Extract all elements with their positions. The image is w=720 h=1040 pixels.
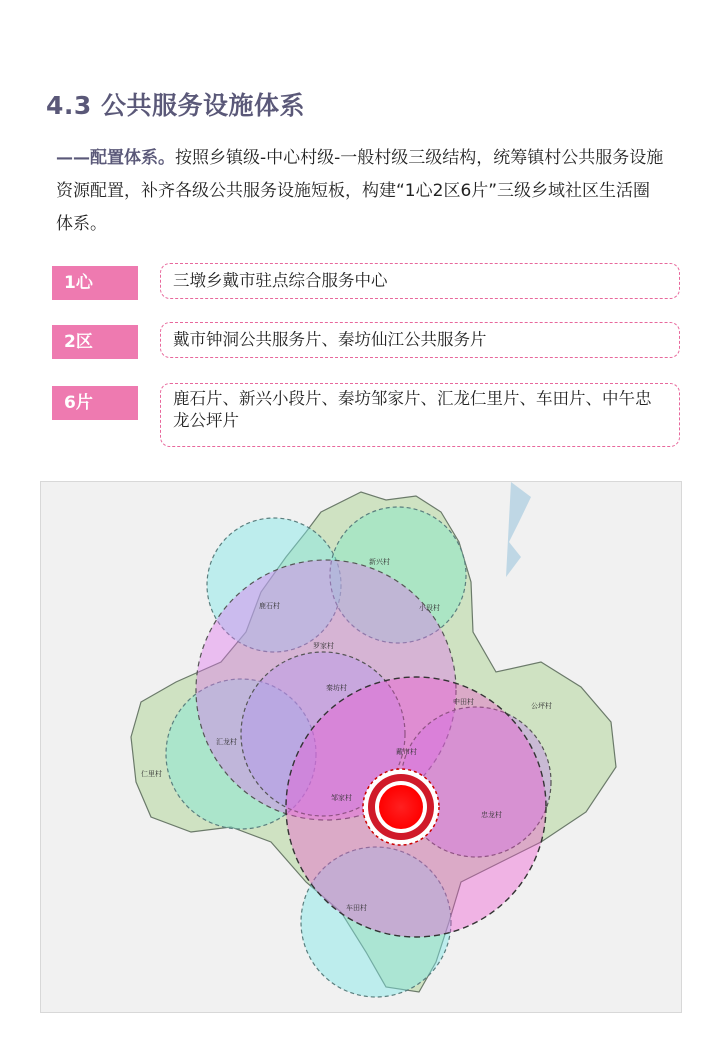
level-tag: 1心 [52, 266, 138, 300]
map-label: 罗家村 [313, 642, 334, 650]
map-label: 鹿石村 [259, 602, 280, 610]
level-description: 三墩乡戴市驻点综合服务中心 [160, 263, 680, 299]
section-title: 4.3 公共服务设施体系 [46, 91, 305, 120]
map-label: 中田村 [453, 698, 474, 706]
map-label: 汇龙村 [216, 738, 237, 746]
map-label: 新兴村 [369, 558, 390, 566]
map-label: 小段村 [419, 604, 440, 612]
map-label: 秦坊村 [326, 684, 347, 692]
level-description: 戴市钟洞公共服务片、秦坊仙江公共服务片 [160, 322, 680, 358]
level-tag: 6片 [52, 386, 138, 420]
map-label: 公坪村 [531, 702, 552, 710]
level-tag: 2区 [52, 325, 138, 359]
intro-lead: ——配置体系。 [56, 148, 175, 168]
map-label: 仁里村 [141, 770, 162, 778]
map-svg [41, 482, 681, 1012]
map-label: 戴市村 [396, 748, 417, 756]
intro-paragraph [56, 142, 666, 241]
intro-text: 按照乡镇级-中心村级-一般村级三级结构，统筹镇村公共服务设施资源配置，补齐各级公共服务设施短板，构建“1心2区6片”三级乡域社区生活圈体系。 [56, 148, 664, 234]
map-label: 邹家村 [331, 794, 352, 802]
level-description: 鹿石片、新兴小段片、秦坊邹家片、汇龙仁里片、车田片、中午忠龙公坪片 [160, 383, 680, 447]
service-circle-map [40, 481, 682, 1013]
map-label: 忠龙村 [481, 811, 502, 819]
map-label: 车田村 [346, 904, 367, 912]
town-service-center-marker [379, 785, 423, 829]
